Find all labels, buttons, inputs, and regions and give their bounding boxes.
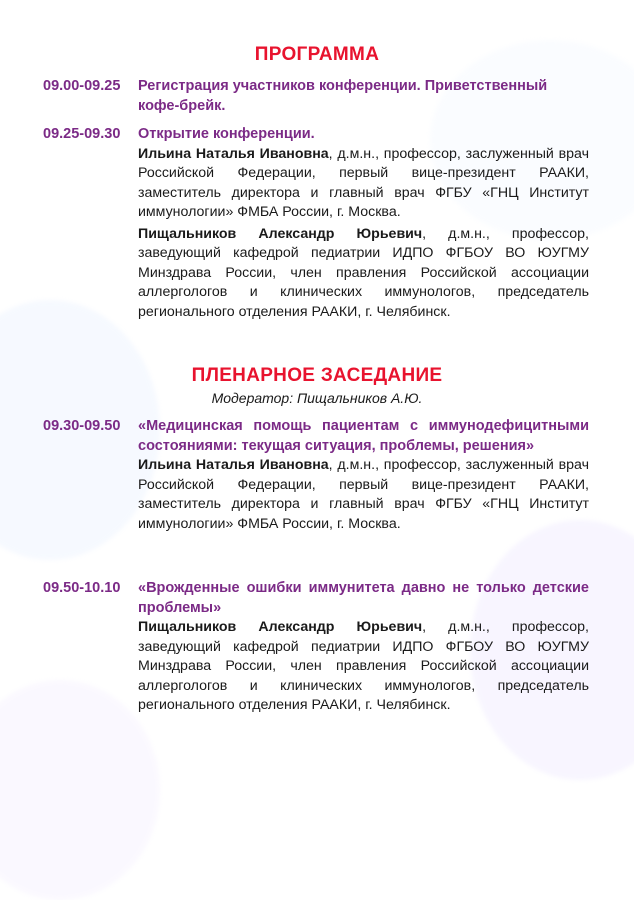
item-body	[138, 417, 589, 534]
speaker-entry	[138, 618, 589, 716]
speaker-entry	[138, 225, 589, 323]
item-topic: «Медицинская помощь пациентам с иммунодефицитными состояниями: текущая ситуация, проблемы, решения»	[138, 418, 589, 454]
program-title: ПРОГРАММА	[254, 44, 380, 65]
item-body	[138, 579, 589, 716]
speaker-entry	[138, 145, 589, 223]
speaker-name: Ильина Наталья Ивановна	[138, 145, 329, 162]
item-body	[138, 125, 589, 322]
item-time: 09.25-09.30	[43, 126, 121, 142]
speaker-details: , д.м.н., профессор, заведующий кафедрой педиатрии ИДПО ФГБОУ ВО ЮУГМУ Минздрава России, член правления Российской ассоциации аллергологов и клинических иммунологов, председатель регионального отделения РААКИ, г. Челябинск.	[138, 619, 590, 713]
item-topic: Открытие конференции.	[138, 126, 315, 142]
speaker-entry	[138, 456, 589, 534]
speaker-details: , д.м.н., профессор, заслуженный врач Российской Федерации, первый вице-президент РААКИ, заместитель директора и главный врач ФГБУ «ГНЦ Институт иммунологии» ФМБА России, г. Москва.	[138, 457, 589, 532]
item-time: 09.50-10.10	[43, 580, 121, 596]
speaker-name: Ильина Наталья Ивановна	[138, 457, 329, 473]
item-topic: «Врожденные ошибки иммунитета давно не только детские проблемы»	[138, 580, 589, 616]
item-time: 09.30-09.50	[43, 418, 121, 434]
speaker-name: Пищальников Александр Юрьевич	[138, 619, 423, 635]
moderator-line: Модератор: Пищальников А.Ю.	[211, 390, 423, 406]
item-topic: Регистрация участников конференции. Приветственный кофе-брейк.	[138, 78, 548, 114]
speaker-details: , д.м.н., профессор, заведующий кафедрой педиатрии ИДПО ФГБОУ ВО ЮУГМУ Минздрава России, член правления Российской ассоциации аллергологов и клинических иммунологов, председатель регионального отделения РААКИ, г. Челябинск.	[138, 225, 590, 320]
item-time: 09.00-09.25	[43, 78, 121, 94]
speaker-name: Пищальников Александр Юрьевич	[138, 225, 423, 242]
plenary-title: ПЛЕНАРНОЕ ЗАСЕДАНИЕ	[191, 365, 443, 386]
item-body	[138, 77, 589, 116]
speaker-details: , д.м.н., профессор, заслуженный врач Российской Федерации, первый вице-президент РААКИ, заместитель директора и главный врач ФГБУ «ГНЦ Институт иммунологии» ФМБА России, г. Москва.	[138, 145, 589, 220]
